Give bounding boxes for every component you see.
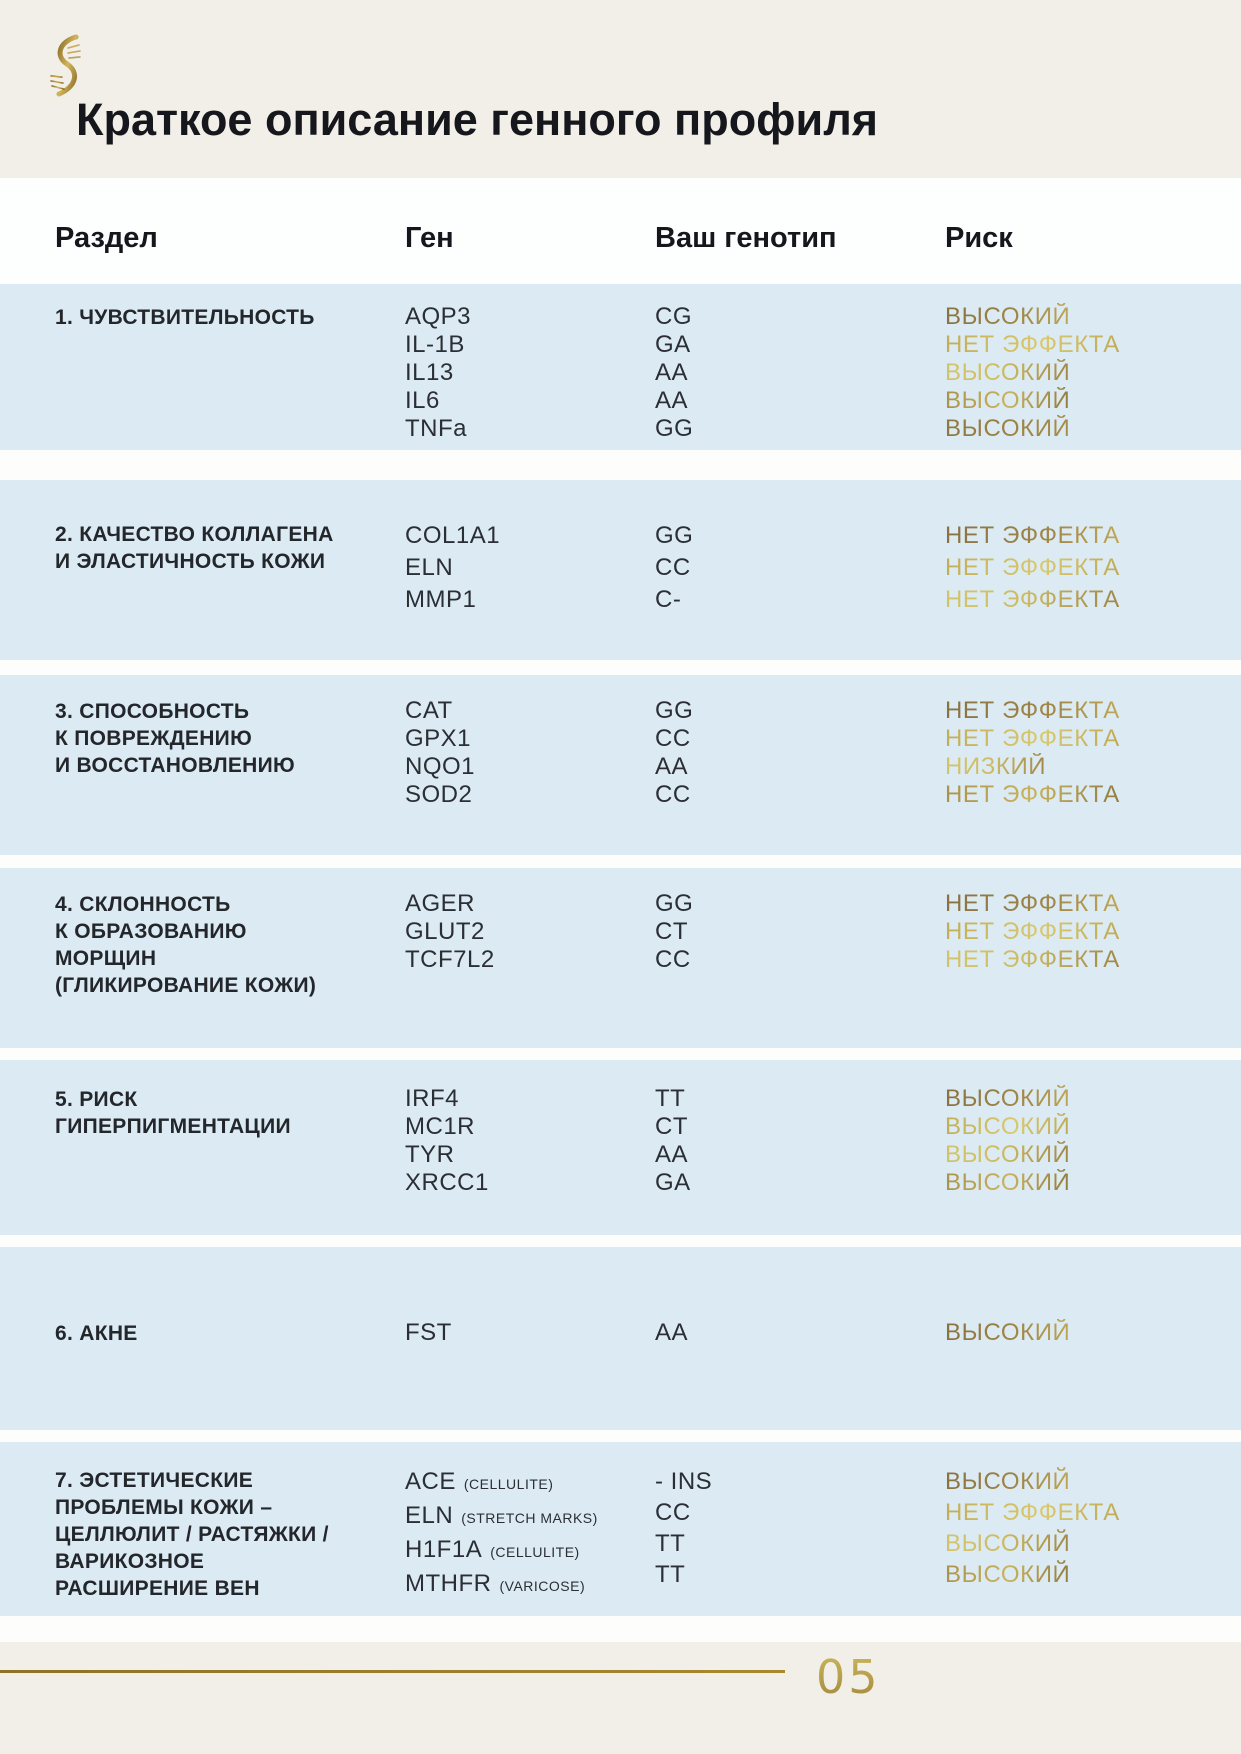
profile-section	[0, 868, 1241, 1048]
genotype-column	[655, 1319, 945, 1430]
gene-name: ELN	[405, 554, 454, 581]
gene-name: ACE	[405, 1468, 456, 1495]
risk-column	[945, 697, 1241, 855]
risk-column	[945, 1319, 1241, 1430]
genotype-value: AA	[655, 387, 689, 414]
genotype-value: GG	[655, 522, 694, 549]
gene-row	[405, 781, 655, 809]
risk-value: ВЫСОКИЙ	[945, 387, 1071, 414]
page-header	[0, 0, 1241, 178]
genotype-value: CT	[655, 918, 688, 945]
gene-name: XRCC1	[405, 1169, 489, 1196]
profile-section	[0, 480, 1241, 660]
gene-name: GLUT2	[405, 918, 485, 945]
section-title-column	[0, 697, 405, 855]
risk-value: ВЫСОКИЙ	[945, 1530, 1071, 1557]
risk-column	[945, 520, 1241, 660]
gene-note: (CELLULITE)	[463, 1476, 554, 1492]
genotype-value: GG	[655, 890, 694, 917]
gene-name: SOD2	[405, 781, 473, 808]
risk-value: НЕТ ЭФФЕКТА	[945, 890, 1120, 917]
gene-name: H1F1A	[405, 1536, 483, 1563]
gene-name: FST	[405, 1319, 452, 1346]
gene-name: TNFa	[405, 415, 467, 442]
gene-column	[405, 697, 655, 855]
genotype-value: CC	[655, 1499, 691, 1526]
page-footer	[0, 1642, 1241, 1754]
genotype-column	[655, 303, 945, 450]
gene-name: IL-1B	[405, 331, 465, 358]
gene-name: CAT	[405, 697, 453, 724]
gene-row	[405, 415, 655, 443]
risk-value: ВЫСОКИЙ	[945, 1169, 1071, 1196]
risk-value: НЕТ ЭФФЕКТА	[945, 918, 1120, 945]
gene-note: (STRETCH MARKS)	[461, 1510, 598, 1526]
risk-value: ВЫСОКИЙ	[945, 1319, 1071, 1346]
gene-row	[405, 918, 655, 946]
genotype-column	[655, 697, 945, 855]
genotype-column	[655, 520, 945, 660]
section-title-column	[0, 520, 405, 660]
gene-row	[405, 1113, 655, 1141]
gene-row	[405, 1466, 655, 1500]
section-title-line: ЦЕЛЛЮЛИТ / РАСТЯЖКИ /	[55, 1523, 329, 1546]
page-title: Краткое описание генного профиля	[76, 94, 879, 145]
genotype-value: GG	[655, 415, 694, 442]
risk-column	[945, 303, 1241, 450]
gene-row	[405, 387, 655, 415]
gene-name: AGER	[405, 890, 476, 917]
genotype-value: TT	[655, 1085, 686, 1112]
genotype-value: TT	[655, 1530, 686, 1557]
gene-row	[405, 1169, 655, 1197]
section-title-line: 7. ЭСТЕТИЧЕСКИЕ	[55, 1469, 254, 1492]
gene-name: IL6	[405, 387, 440, 414]
risk-value: НЕТ ЭФФЕКТА	[945, 946, 1120, 973]
genotype-value: C-	[655, 586, 682, 613]
section-title-line: 3. СПОСОБНОСТЬ	[55, 700, 250, 723]
section-title-line: 4. СКЛОННОСТЬ	[55, 893, 231, 916]
gene-row	[405, 890, 655, 918]
gene-name: ELN	[405, 1502, 454, 1529]
gene-row	[405, 1319, 655, 1347]
section-title-line: 2. КАЧЕСТВО КОЛЛАГЕНА	[55, 523, 334, 546]
gene-row	[405, 1568, 655, 1602]
gene-name: TCF7L2	[405, 946, 495, 973]
gene-profile-table	[0, 284, 1241, 1616]
gene-column	[405, 1466, 655, 1616]
section-title-line: ПРОБЛЕМЫ КОЖИ –	[55, 1496, 273, 1519]
gene-name: GPX1	[405, 725, 472, 752]
gene-row	[405, 331, 655, 359]
profile-section	[0, 1442, 1241, 1616]
section-title-line: РАСШИРЕНИЕ ВЕН	[55, 1577, 260, 1600]
gene-row	[405, 946, 655, 974]
risk-column	[945, 1085, 1241, 1235]
dna-helix-icon	[46, 34, 86, 98]
gene-row	[405, 1500, 655, 1534]
gene-note: (VARICOSE)	[499, 1578, 586, 1594]
genotype-value: CC	[655, 946, 691, 973]
risk-value: ВЫСОКИЙ	[945, 303, 1071, 330]
gene-row	[405, 359, 655, 387]
page-number: 05	[816, 1650, 881, 1704]
gene-name: MMP1	[405, 586, 477, 613]
genotype-column	[655, 1085, 945, 1235]
gene-column	[405, 1085, 655, 1235]
gene-row	[405, 697, 655, 725]
risk-value: ВЫСОКИЙ	[945, 1113, 1071, 1140]
risk-value: НЕТ ЭФФЕКТА	[945, 697, 1120, 724]
gene-name: TYR	[405, 1141, 455, 1168]
section-title-line: К ОБРАЗОВАНИЮ	[55, 920, 247, 943]
gene-row	[405, 725, 655, 753]
risk-value: НЕТ ЭФФЕКТА	[945, 584, 1120, 616]
profile-section	[0, 1060, 1241, 1235]
gene-name: MC1R	[405, 1113, 476, 1140]
risk-value: НЕТ ЭФФЕКТА	[945, 331, 1120, 358]
section-title-column	[0, 303, 405, 450]
gene-column	[405, 520, 655, 660]
footer-divider-line	[0, 1670, 785, 1673]
genotype-value: TT	[655, 1561, 686, 1588]
gene-column	[405, 303, 655, 450]
gene-row	[405, 584, 655, 616]
gene-row	[405, 552, 655, 584]
table-header-row	[0, 178, 1241, 284]
genotype-value: AA	[655, 753, 689, 780]
risk-value: ВЫСОКИЙ	[945, 1085, 1071, 1112]
gene-name: COL1A1	[405, 522, 501, 549]
gene-column	[405, 890, 655, 1048]
section-title-line: 1. ЧУВСТВИТЕЛЬНОСТЬ	[55, 306, 315, 329]
genotype-value: CC	[655, 554, 691, 581]
risk-value: ВЫСОКИЙ	[945, 359, 1071, 386]
gene-row	[405, 1085, 655, 1113]
gene-note: (CELLULITE)	[490, 1544, 580, 1560]
section-title-line: 5. РИСК	[55, 1088, 138, 1111]
gene-row	[405, 1141, 655, 1169]
column-header-gene: Ген	[405, 222, 454, 254]
risk-value: НЕТ ЭФФЕКТА	[945, 725, 1120, 752]
gene-name: NQO1	[405, 753, 476, 780]
genotype-value: AA	[655, 359, 689, 386]
section-title-column	[0, 1319, 405, 1430]
gene-name: IL13	[405, 359, 454, 386]
section-title-column	[0, 890, 405, 1048]
genotype-value: CC	[655, 781, 691, 808]
profile-section	[0, 284, 1241, 450]
profile-section	[0, 1247, 1241, 1430]
genotype-value: GA	[655, 331, 691, 358]
section-title-line: МОРЩИН	[55, 947, 157, 970]
section-title-line: (ГЛИКИРОВАНИЕ КОЖИ)	[55, 974, 317, 997]
gene-name: MTHFR	[405, 1570, 492, 1597]
section-title-line: К ПОВРЕЖДЕНИЮ	[55, 727, 253, 750]
gene-name: AQP3	[405, 303, 472, 330]
section-title-line: 6. АКНЕ	[55, 1322, 138, 1345]
section-title-line: И ЭЛАСТИЧНОСТЬ КОЖИ	[55, 550, 326, 573]
genotype-value: CC	[655, 725, 691, 752]
gene-row	[405, 520, 655, 552]
gene-column	[405, 1319, 655, 1430]
genotype-value: GG	[655, 697, 694, 724]
column-header-risk: Риск	[945, 222, 1013, 254]
risk-value: ВЫСОКИЙ	[945, 1561, 1071, 1588]
risk-column	[945, 890, 1241, 1048]
risk-value: НЕТ ЭФФЕКТА	[945, 1499, 1120, 1526]
gene-row	[405, 303, 655, 331]
gene-name: IRF4	[405, 1085, 460, 1112]
risk-value: ВЫСОКИЙ	[945, 1141, 1071, 1168]
gene-row	[405, 753, 655, 781]
gene-row	[405, 1534, 655, 1568]
section-title-line: ГИПЕРПИГМЕНТАЦИИ	[55, 1115, 291, 1138]
section-title-column	[0, 1466, 405, 1616]
risk-value: НЕТ ЭФФЕКТА	[945, 520, 1120, 552]
column-header-section: Раздел	[55, 222, 158, 254]
risk-value: НЕТ ЭФФЕКТА	[945, 552, 1120, 584]
genotype-column	[655, 1466, 945, 1616]
section-title-line: ВАРИКОЗНОЕ	[55, 1550, 205, 1573]
genotype-value: CG	[655, 303, 692, 330]
risk-value: ВЫСОКИЙ	[945, 415, 1071, 442]
risk-value: НЕТ ЭФФЕКТА	[945, 781, 1120, 808]
risk-value: НИЗКИЙ	[945, 753, 1047, 780]
genotype-value: CT	[655, 1113, 688, 1140]
risk-value: ВЫСОКИЙ	[945, 1468, 1071, 1495]
risk-column	[945, 1466, 1241, 1616]
column-header-genotype: Ваш генотип	[655, 222, 837, 254]
genotype-value: - INS	[655, 1468, 713, 1495]
profile-section	[0, 675, 1241, 855]
genotype-value: GA	[655, 1169, 691, 1196]
genotype-value: AA	[655, 1141, 689, 1168]
section-title-line: И ВОССТАНОВЛЕНИЮ	[55, 754, 295, 777]
section-title-column	[0, 1085, 405, 1235]
genotype-column	[655, 890, 945, 1048]
genotype-value: AA	[655, 1319, 689, 1346]
